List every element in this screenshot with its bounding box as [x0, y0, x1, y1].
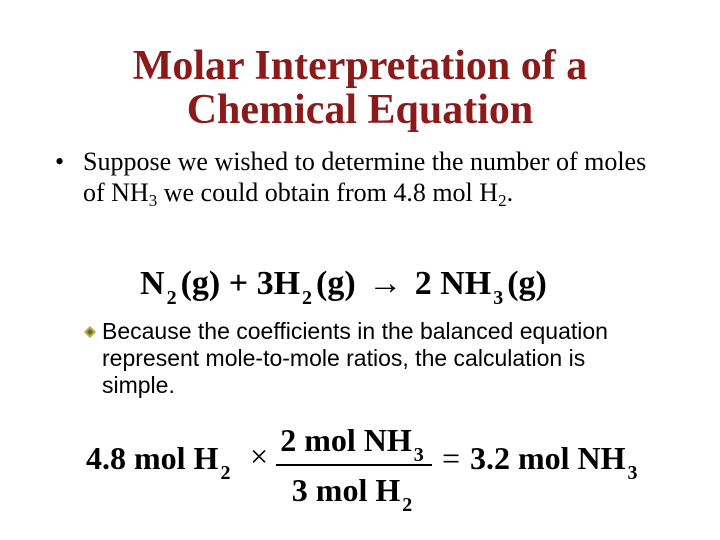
- calc-given: [86, 440, 234, 484]
- bullet-text-part-3: .: [506, 178, 514, 207]
- numerator-subscript: 3: [413, 444, 424, 466]
- eq-product: 2 NH: [414, 265, 492, 302]
- bullet-text-part-1: Suppose we wished to determine the number of moles of NH: [83, 147, 647, 207]
- bullet-subscript-2: 2: [498, 191, 507, 210]
- eq-nitrogen: N: [140, 265, 165, 302]
- equals-sign: =: [442, 440, 461, 476]
- eq-state-3: (g): [507, 265, 547, 302]
- calc-result-text: 3.2 mol NH: [470, 440, 626, 476]
- bullet-subscript-1: 3: [148, 191, 158, 210]
- chemical-equation: [140, 264, 547, 309]
- mole-calculation: [86, 420, 686, 520]
- mole-ratio-fraction: [276, 420, 432, 516]
- fraction-denominator: [276, 470, 432, 516]
- sub-bullet-text: Because the coefficients in the balanced equation represent mole-to-mole ratios, the calculation is simple.: [102, 318, 608, 398]
- numerator-text: 2 mol NH: [280, 422, 412, 458]
- fraction-bar: [276, 464, 432, 466]
- eq-product-subscript: 3: [493, 287, 504, 309]
- denominator-text: 3 mol H: [291, 472, 401, 508]
- eq-hydrogen-subscript: 2: [302, 287, 313, 309]
- eq-reactants: (g) + 3H: [180, 265, 301, 302]
- calc-given-subscript: 2: [220, 462, 231, 484]
- bullet-mark: •: [55, 147, 65, 176]
- eq-nitrogen-subscript: 2: [166, 287, 177, 309]
- denominator-subscript: 2: [402, 494, 413, 516]
- reaction-arrow-icon: →: [368, 265, 403, 302]
- bullet-text: [83, 146, 673, 208]
- calc-result: [470, 440, 642, 484]
- fraction-numerator: [276, 420, 432, 464]
- slide-title: Molar Interpretation of a Chemical Equation: [132, 43, 588, 133]
- calc-result-subscript: 3: [627, 462, 638, 484]
- calc-given-text: 4.8 mol H: [86, 440, 219, 476]
- multiply-sign: ×: [250, 438, 269, 474]
- eq-state-2: (g): [316, 265, 356, 302]
- diamond-bullet-icon: [84, 326, 96, 338]
- bullet-text-part-2: we could obtain from 4.8 mol H: [157, 178, 499, 207]
